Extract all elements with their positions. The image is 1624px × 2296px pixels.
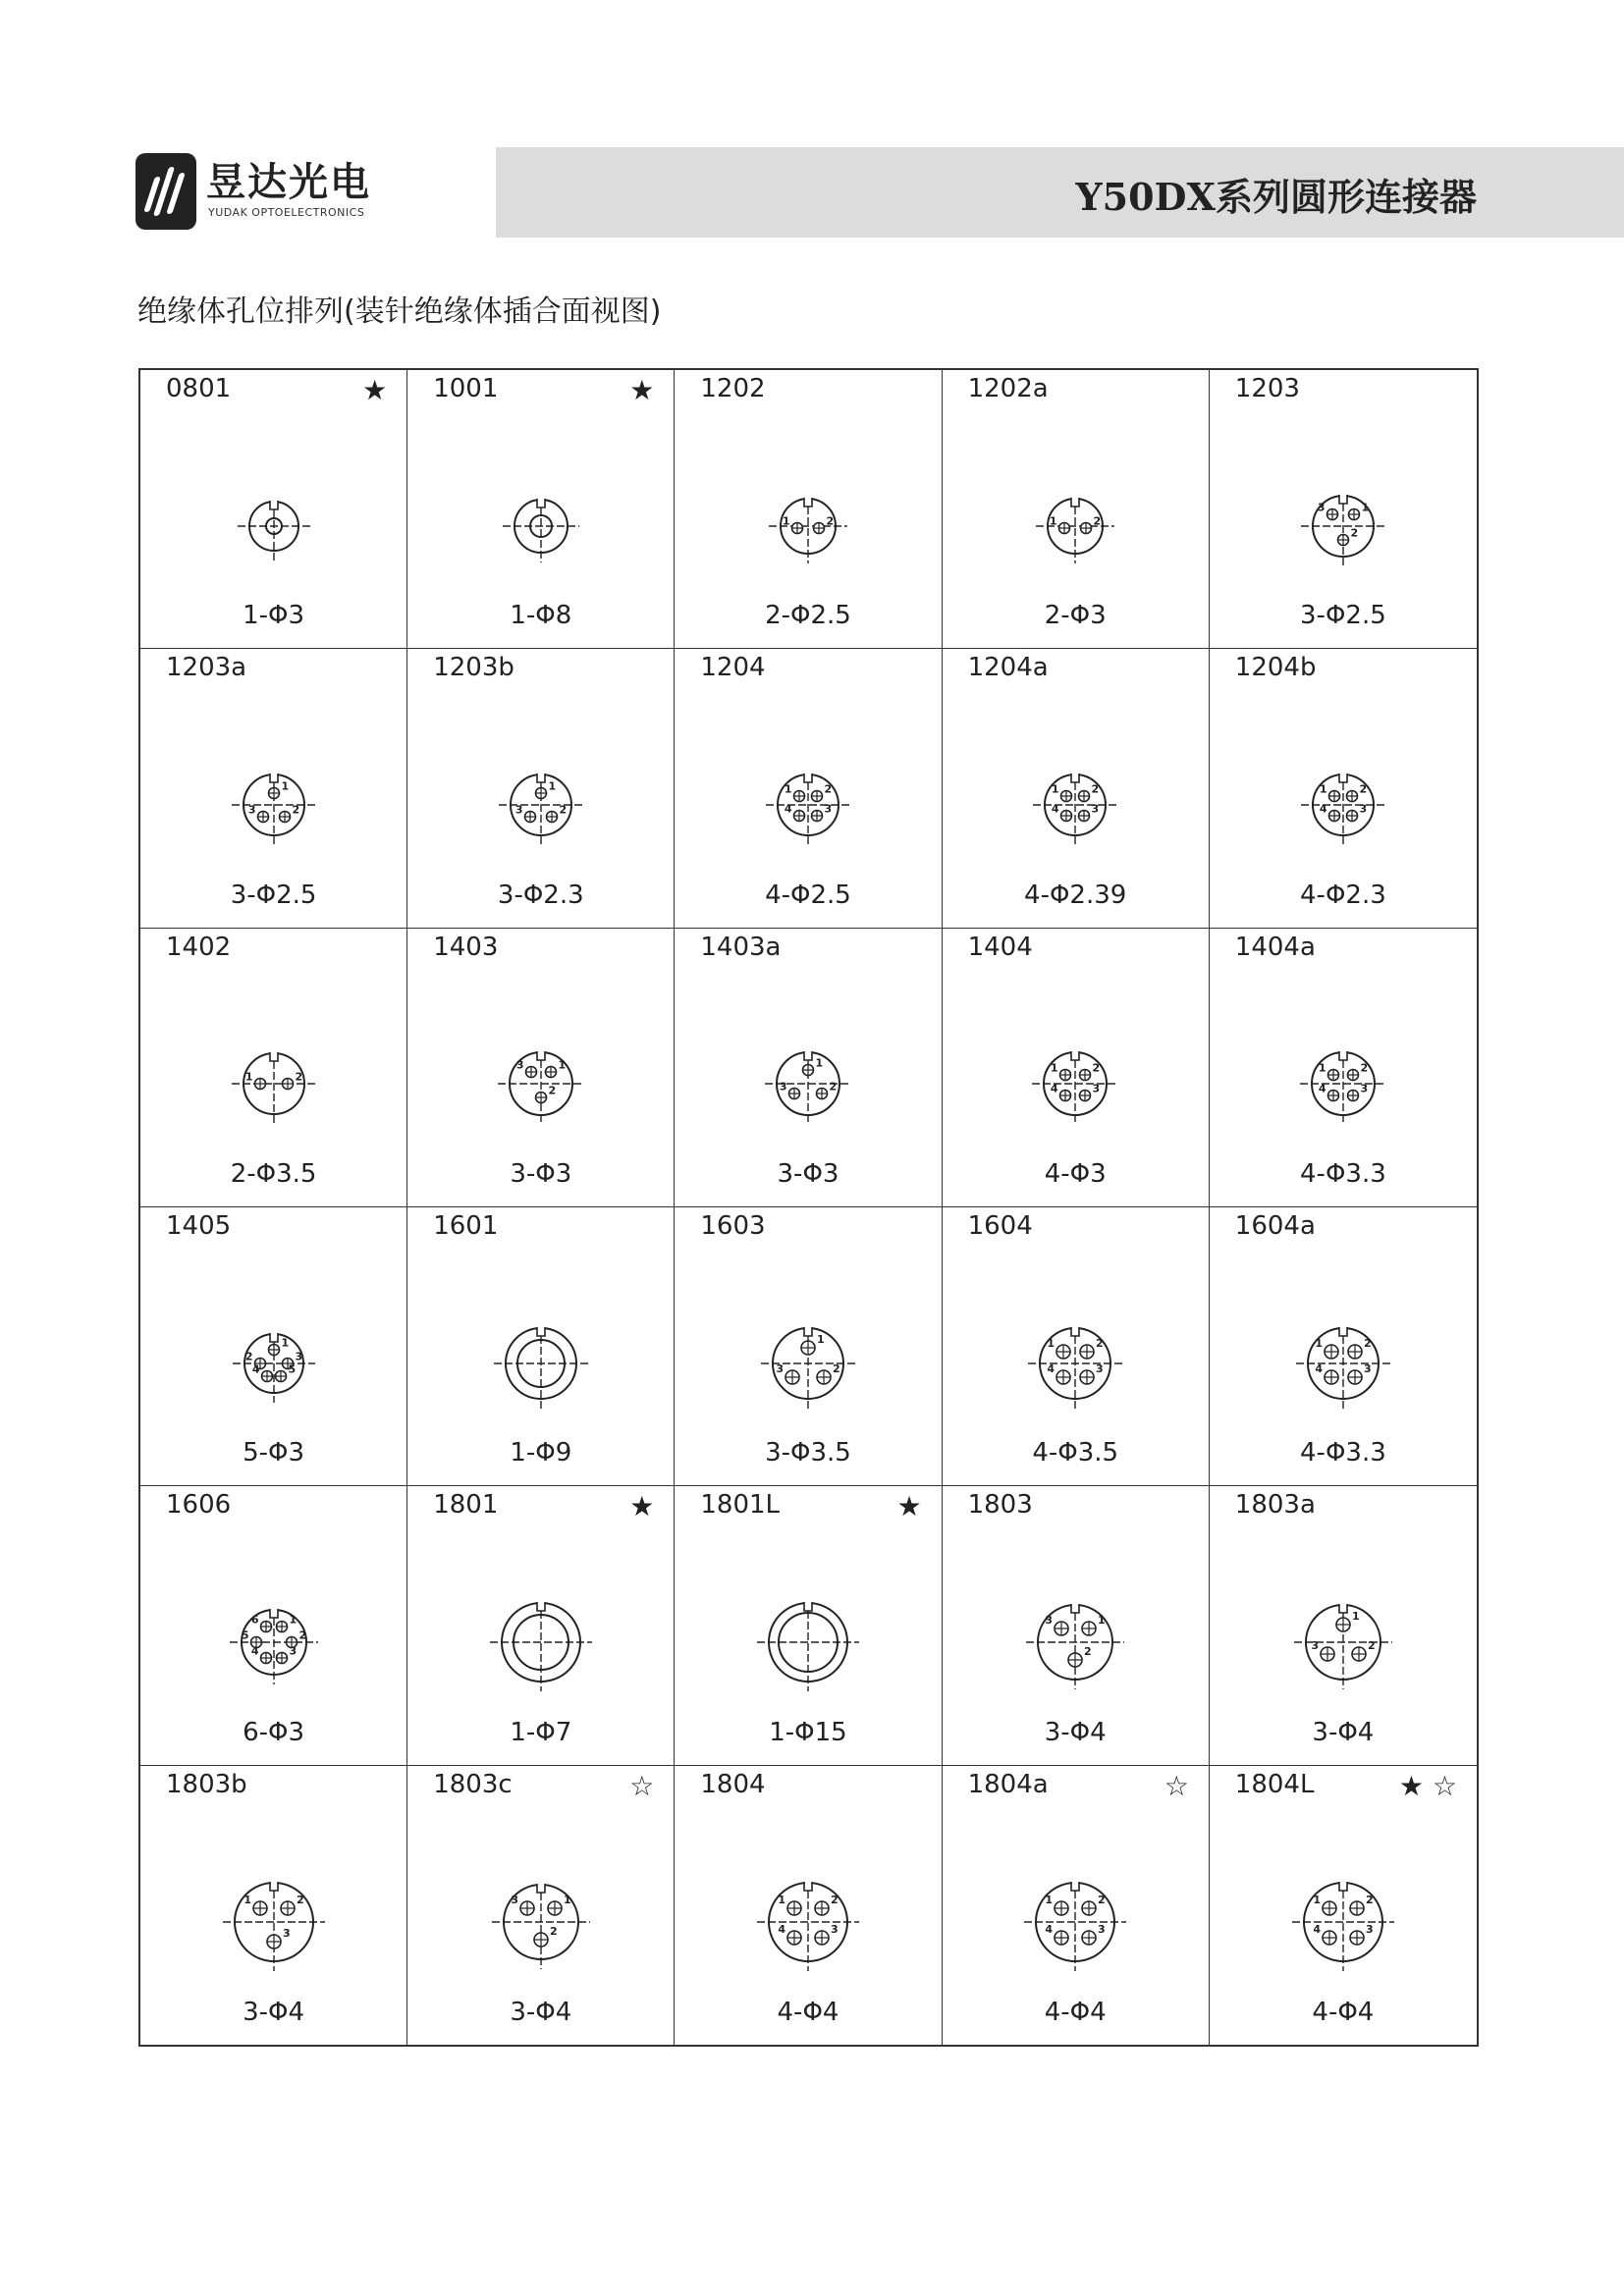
svg-text:3: 3 <box>1045 1613 1054 1627</box>
two-pin-icon <box>734 453 882 600</box>
svg-text:3: 3 <box>247 803 256 817</box>
layout-cell <box>943 649 1210 928</box>
svg-text:1: 1 <box>1098 1613 1106 1627</box>
logo-text: 昱达光电 <box>206 160 371 205</box>
layout-cell <box>675 1486 942 1765</box>
four-pin-icon <box>1270 1010 1417 1157</box>
svg-text:4: 4 <box>1047 1362 1056 1375</box>
layout-code: 1803b <box>166 1769 247 1799</box>
star-mark-icon: ★ <box>629 1490 655 1523</box>
svg-text:3: 3 <box>282 1926 291 1940</box>
layout-code: 1803c <box>433 1769 513 1799</box>
layout-spec: 2-Φ2.5 <box>765 601 851 631</box>
svg-text:1: 1 <box>1361 501 1370 514</box>
layout-code: 1202 <box>700 374 766 403</box>
layout-code: 1204b <box>1234 653 1317 683</box>
svg-text:5: 5 <box>241 1629 249 1642</box>
svg-text:4: 4 <box>1315 1362 1323 1375</box>
three-pin-icon <box>467 731 615 879</box>
layout-code: 1403a <box>700 932 782 962</box>
svg-text:4: 4 <box>251 1362 260 1376</box>
layout-cell <box>140 929 407 1207</box>
svg-text:2: 2 <box>1096 1336 1104 1350</box>
svg-text:3: 3 <box>779 1080 787 1094</box>
layout-cell <box>140 1207 407 1486</box>
layout-code: 1405 <box>166 1211 232 1241</box>
layout-spec: 3-Φ2.5 <box>1300 601 1386 631</box>
svg-text:2: 2 <box>830 1893 839 1906</box>
svg-text:1: 1 <box>563 1893 571 1906</box>
svg-text:2: 2 <box>1363 1336 1372 1350</box>
layout-code: 1803a <box>1234 1490 1316 1521</box>
svg-text:2: 2 <box>1367 1638 1376 1652</box>
layout-cell <box>1210 370 1477 649</box>
layout-cell <box>407 370 675 649</box>
layout-cell <box>140 649 407 928</box>
layout-code: 1404a <box>1234 932 1316 962</box>
svg-text:4: 4 <box>1319 802 1327 816</box>
three-pin-icon <box>467 1010 615 1157</box>
svg-text:1: 1 <box>782 514 790 528</box>
layout-spec: 3-Φ2.3 <box>497 880 584 910</box>
logo-mark-icon <box>135 153 196 230</box>
svg-text:3: 3 <box>1360 1082 1369 1095</box>
layout-spec: 6-Φ3 <box>243 1717 305 1747</box>
layout-cell <box>1210 1766 1477 2045</box>
layout-code: 1203 <box>1234 374 1300 403</box>
layout-cell <box>943 1766 1210 2045</box>
layout-cell <box>1210 649 1477 928</box>
svg-text:3: 3 <box>1096 1362 1104 1375</box>
svg-text:4: 4 <box>250 1644 259 1658</box>
svg-text:3: 3 <box>295 1350 302 1363</box>
layout-code: 1601 <box>433 1211 499 1241</box>
layout-cell <box>675 1207 942 1486</box>
three-pin-icon <box>734 1010 882 1157</box>
svg-text:1: 1 <box>548 779 556 793</box>
three-pin-icon <box>1001 1569 1149 1716</box>
svg-text:3: 3 <box>511 1893 518 1906</box>
svg-text:1: 1 <box>1313 1893 1321 1906</box>
svg-text:2: 2 <box>1092 1061 1101 1075</box>
svg-text:4: 4 <box>1052 802 1059 816</box>
five-pin-icon <box>200 1290 348 1437</box>
layout-spec: 1-Φ15 <box>769 1717 847 1747</box>
layout-spec: 4-Φ3.3 <box>1300 1438 1386 1468</box>
layout-spec: 4-Φ2.3 <box>1300 880 1386 910</box>
svg-text:2: 2 <box>832 1362 840 1375</box>
layout-code: 1403 <box>433 932 499 962</box>
svg-text:1: 1 <box>244 1070 253 1084</box>
layout-spec: 5-Φ3 <box>243 1438 305 1468</box>
layout-cell <box>407 929 675 1207</box>
layout-cell <box>675 1766 942 2045</box>
layout-cell <box>407 1207 675 1486</box>
svg-text:1: 1 <box>289 1613 297 1627</box>
layout-spec: 4-Φ4 <box>1312 1998 1375 2027</box>
star-mark-icon: ☆ <box>1164 1769 1189 1802</box>
svg-text:2: 2 <box>1359 782 1368 796</box>
four-pin-icon <box>1270 1290 1417 1437</box>
four-pin-icon <box>1270 731 1417 879</box>
page-title: Y50DX系列圆形连接器 <box>1075 175 1477 219</box>
layout-spec: 4-Φ4 <box>1044 1998 1107 2027</box>
svg-text:1: 1 <box>1315 1336 1323 1350</box>
layout-code: 1001 <box>433 374 499 403</box>
four-pin-icon <box>1001 1848 1149 1996</box>
svg-text:3: 3 <box>1359 802 1368 816</box>
layout-code: 1804a <box>967 1769 1049 1799</box>
svg-text:1: 1 <box>778 1893 785 1906</box>
svg-text:1: 1 <box>816 1332 825 1346</box>
four-pin-icon <box>734 1848 882 1996</box>
svg-text:1: 1 <box>281 1336 289 1350</box>
four-pin-icon <box>734 731 882 879</box>
svg-text:4: 4 <box>1318 1082 1326 1095</box>
svg-text:2: 2 <box>1091 782 1100 796</box>
svg-text:2: 2 <box>1084 1644 1092 1658</box>
layout-spec: 2-Φ3 <box>1044 601 1107 631</box>
layout-cell <box>140 1486 407 1765</box>
svg-text:1: 1 <box>1052 782 1059 796</box>
layout-spec: 3-Φ4 <box>1312 1717 1375 1747</box>
svg-text:2: 2 <box>1098 1893 1106 1906</box>
svg-text:2: 2 <box>1093 514 1102 528</box>
three-pin-icon <box>467 1848 615 1996</box>
svg-text:2: 2 <box>244 1350 253 1363</box>
layout-spec: 1-Φ8 <box>510 601 572 631</box>
layout-spec: 4-Φ4 <box>777 1998 839 2027</box>
svg-text:2: 2 <box>826 514 835 528</box>
svg-text:2: 2 <box>298 1629 306 1642</box>
section-title: 绝缘体孔位排列(装针绝缘体插合面视图) <box>137 294 662 329</box>
layout-cell <box>407 1486 675 1765</box>
title-banner <box>496 147 1624 238</box>
layout-code: 1404 <box>967 932 1033 962</box>
layout-code: 1804 <box>700 1769 766 1799</box>
layout-cell <box>1210 1486 1477 1765</box>
star-mark-icon: ☆ <box>629 1769 655 1802</box>
star-mark-icon: ★ <box>629 374 655 406</box>
single-center-ring-icon <box>467 1290 615 1437</box>
layout-code: 1803 <box>967 1490 1033 1521</box>
layout-cell <box>943 370 1210 649</box>
svg-text:3: 3 <box>1091 802 1100 816</box>
svg-text:4: 4 <box>784 802 792 816</box>
layout-spec: 3-Φ4 <box>1044 1717 1107 1747</box>
svg-text:3: 3 <box>776 1362 784 1375</box>
layout-spec: 3-Φ3.5 <box>765 1438 851 1468</box>
star-mark-icon: ★ ☆ <box>1398 1769 1457 1802</box>
svg-text:3: 3 <box>824 802 833 816</box>
svg-text:2: 2 <box>1350 526 1359 540</box>
layout-spec: 3-Φ3 <box>777 1159 839 1189</box>
svg-text:2: 2 <box>1365 1893 1374 1906</box>
svg-text:3: 3 <box>1092 1082 1101 1095</box>
svg-text:1: 1 <box>1051 1061 1058 1075</box>
layout-code: 1804L <box>1234 1769 1315 1799</box>
svg-text:5: 5 <box>288 1362 296 1376</box>
svg-text:2: 2 <box>824 782 833 796</box>
star-mark-icon: ★ <box>896 1490 922 1523</box>
layout-code: 1202a <box>967 374 1049 403</box>
single-center-ring-icon <box>467 1569 615 1716</box>
layout-spec: 4-Φ3 <box>1044 1159 1107 1189</box>
layout-spec: 1-Φ3 <box>243 601 305 631</box>
svg-text:1: 1 <box>1318 1061 1326 1075</box>
svg-text:3: 3 <box>830 1922 839 1936</box>
svg-text:3: 3 <box>1311 1638 1319 1652</box>
layout-code: 1801 <box>433 1490 499 1521</box>
svg-text:2: 2 <box>549 1924 558 1938</box>
layout-code: 1204 <box>700 653 766 683</box>
single-center-ring-small-icon <box>200 453 348 600</box>
svg-text:4: 4 <box>778 1922 785 1936</box>
layout-spec: 3-Φ2.5 <box>230 880 317 910</box>
svg-text:3: 3 <box>1365 1922 1374 1936</box>
three-pin-icon <box>734 1290 882 1437</box>
svg-text:2: 2 <box>296 1893 304 1906</box>
layout-spec: 1-Φ9 <box>510 1438 572 1468</box>
four-pin-icon <box>1001 1010 1149 1157</box>
svg-text:3: 3 <box>1098 1922 1106 1936</box>
layout-code: 1603 <box>700 1211 766 1241</box>
svg-text:1: 1 <box>1045 1893 1054 1906</box>
company-logo <box>135 147 371 236</box>
two-pin-icon <box>200 1010 348 1157</box>
layout-code: 1402 <box>166 932 232 962</box>
single-center-ring-icon <box>467 453 615 600</box>
svg-text:6: 6 <box>250 1613 259 1627</box>
layout-cell <box>675 929 942 1207</box>
svg-text:2: 2 <box>295 1070 302 1084</box>
svg-text:3: 3 <box>1363 1362 1372 1375</box>
svg-text:2: 2 <box>1360 1061 1369 1075</box>
svg-text:1: 1 <box>815 1056 824 1070</box>
layout-cell <box>943 1207 1210 1486</box>
six-pin-icon <box>200 1569 348 1716</box>
layout-code: 1203a <box>166 653 247 683</box>
svg-text:2: 2 <box>548 1084 556 1097</box>
three-pin-icon <box>200 731 348 879</box>
layout-spec: 3-Φ3 <box>510 1159 572 1189</box>
layout-cell <box>1210 1207 1477 1486</box>
layout-cell <box>1210 929 1477 1207</box>
three-pin-icon <box>1270 1569 1417 1716</box>
layout-code: 1203b <box>433 653 514 683</box>
single-center-ring-icon <box>734 1569 882 1716</box>
layout-cell <box>140 1766 407 2045</box>
svg-text:3: 3 <box>1317 501 1326 514</box>
svg-text:1: 1 <box>1047 1336 1056 1350</box>
layout-code: 0801 <box>166 374 232 403</box>
svg-text:1: 1 <box>243 1893 251 1906</box>
layout-cell <box>675 370 942 649</box>
layout-cell <box>407 1766 675 2045</box>
svg-text:1: 1 <box>1319 782 1327 796</box>
layout-spec: 3-Φ4 <box>510 1998 572 2027</box>
svg-text:3: 3 <box>289 1644 297 1658</box>
two-pin-icon <box>1001 453 1149 600</box>
svg-text:1: 1 <box>784 782 792 796</box>
three-pin-icon <box>200 1848 348 1996</box>
layout-grid <box>138 368 1479 2047</box>
four-pin-icon <box>1001 731 1149 879</box>
layout-cell <box>675 649 942 928</box>
layout-code: 1606 <box>166 1490 232 1521</box>
layout-spec: 4-Φ2.5 <box>765 880 851 910</box>
layout-code: 1801L <box>700 1490 781 1521</box>
layout-cell <box>943 1486 1210 1765</box>
svg-text:2: 2 <box>829 1080 838 1094</box>
svg-text:4: 4 <box>1051 1082 1058 1095</box>
logo-subtext: YUDAK OPTOELECTRONICS <box>208 206 365 219</box>
layout-spec: 3-Φ4 <box>243 1998 305 2027</box>
layout-code: 1204a <box>967 653 1049 683</box>
layout-spec: 4-Φ3.3 <box>1300 1159 1386 1189</box>
star-mark-icon: ★ <box>362 374 388 406</box>
svg-text:1: 1 <box>1351 1609 1360 1623</box>
layout-spec: 4-Φ2.39 <box>1024 880 1127 910</box>
four-pin-icon <box>1001 1290 1149 1437</box>
layout-spec: 1-Φ7 <box>510 1717 572 1747</box>
layout-cell <box>407 649 675 928</box>
layout-spec: 4-Φ3.5 <box>1032 1438 1119 1468</box>
layout-cell <box>943 929 1210 1207</box>
svg-text:1: 1 <box>558 1058 566 1072</box>
svg-text:1: 1 <box>1050 514 1057 528</box>
svg-text:2: 2 <box>292 803 299 817</box>
svg-text:4: 4 <box>1045 1922 1054 1936</box>
layout-code: 1604 <box>967 1211 1033 1241</box>
svg-text:4: 4 <box>1313 1922 1321 1936</box>
layout-cell <box>140 370 407 649</box>
three-pin-icon <box>1270 453 1417 600</box>
four-pin-icon <box>1270 1848 1417 1996</box>
layout-code: 1604a <box>1234 1211 1316 1241</box>
layout-spec: 2-Φ3.5 <box>230 1159 317 1189</box>
svg-text:2: 2 <box>559 803 567 817</box>
svg-text:1: 1 <box>281 779 289 793</box>
svg-text:3: 3 <box>515 1058 524 1072</box>
svg-text:3: 3 <box>514 803 523 817</box>
